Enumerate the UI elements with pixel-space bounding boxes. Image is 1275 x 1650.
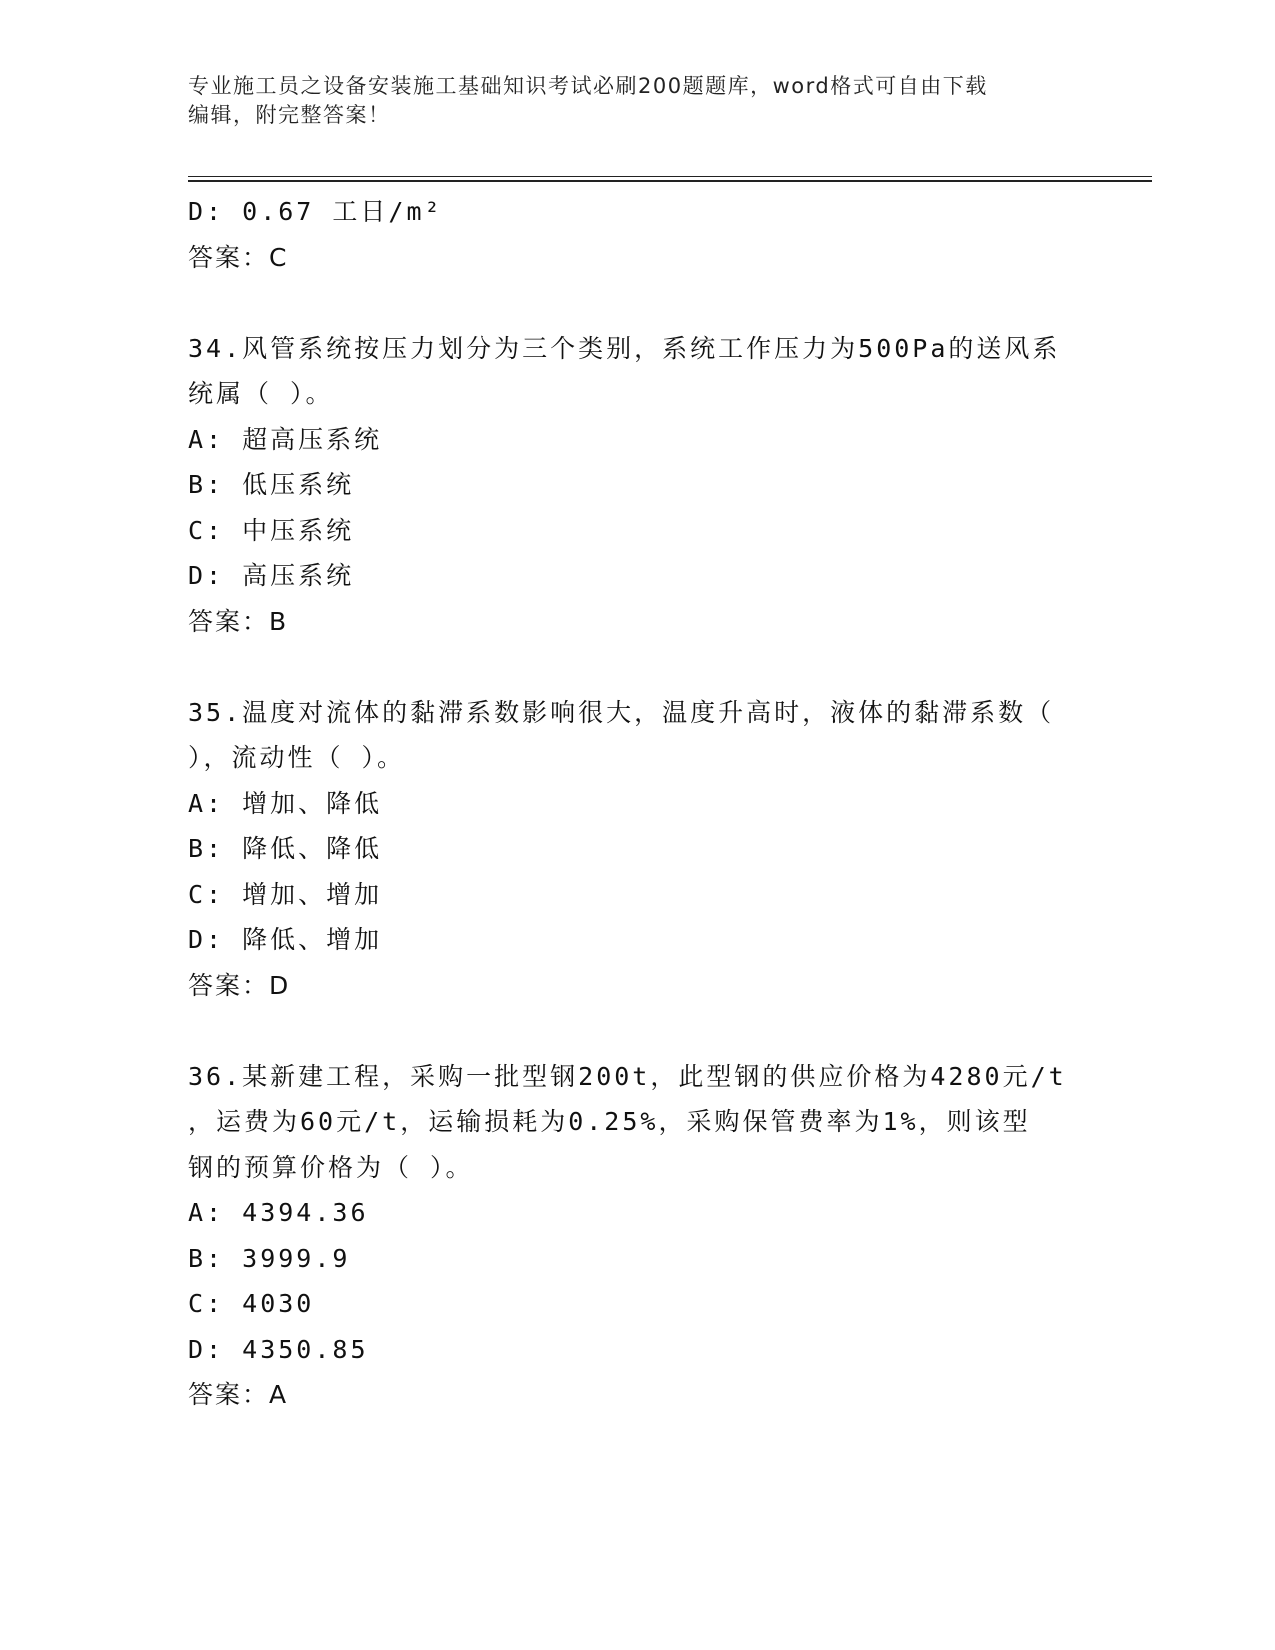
question-stem-line: 钢的预算价格为（ ）。 (188, 1152, 474, 1182)
answer-line: 答案：C (188, 242, 289, 272)
spacer (188, 644, 1088, 690)
answer-line: 答案：A (188, 1380, 289, 1409)
question-35 (188, 690, 1088, 1009)
option-b: B: 3999.9 (188, 1243, 351, 1273)
spacer (188, 280, 1088, 326)
option-a: A: 4394.36 (188, 1198, 369, 1227)
header-divider-thick (188, 180, 1152, 182)
answer-line: 答案：B (188, 606, 289, 636)
previous-question-tail (188, 189, 1088, 280)
option-a: A: 超高压系统 (188, 424, 383, 454)
option-d: D: 降低、增加 (188, 925, 383, 954)
option-b: B: 低压系统 (188, 470, 355, 499)
question-34 (188, 326, 1088, 645)
option-c: C: 中压系统 (188, 515, 355, 545)
option-c: C: 4030 (188, 1289, 315, 1318)
option-b: B: 降低、降低 (188, 834, 383, 863)
document-header (188, 72, 1078, 130)
question-list (188, 189, 1088, 1418)
answer-line: 答案：D (188, 970, 291, 1000)
option-d: D: 0.67 工日/m² (188, 197, 443, 226)
question-36 (188, 1054, 1088, 1418)
option-c: C: 增加、增加 (188, 879, 383, 909)
spacer (188, 1008, 1088, 1054)
question-stem-line: 36.某新建工程，采购一批型钢200t，此型钢的供应价格为4280元/t (188, 1061, 1067, 1091)
question-stem-line: 35.温度对流体的黏滞系数影响很大，温度升高时，液体的黏滞系数（ (188, 697, 1055, 727)
header-divider-thin (188, 176, 1152, 177)
question-stem-line: ，运费为60元/t，运输损耗为0.25%，采购保管费率为1%，则该型 (188, 1107, 1031, 1136)
header-line-1: 专业施工员之设备安装施工基础知识考试必刷200题题库，word格式可自由下载 (188, 74, 988, 98)
option-d: D: 高压系统 (188, 561, 355, 590)
question-stem-line: 统属（ ）。 (188, 379, 334, 408)
option-d: D: 4350.85 (188, 1334, 369, 1364)
option-a: A: 增加、降低 (188, 788, 383, 818)
header-line-2: 编辑，附完整答案！ (188, 103, 391, 127)
question-stem-line: 34.风管系统按压力划分为三个类别，系统工作压力为500Pa的送风系 (188, 333, 1061, 363)
question-stem-line: ），流动性（ ）。 (188, 743, 406, 772)
